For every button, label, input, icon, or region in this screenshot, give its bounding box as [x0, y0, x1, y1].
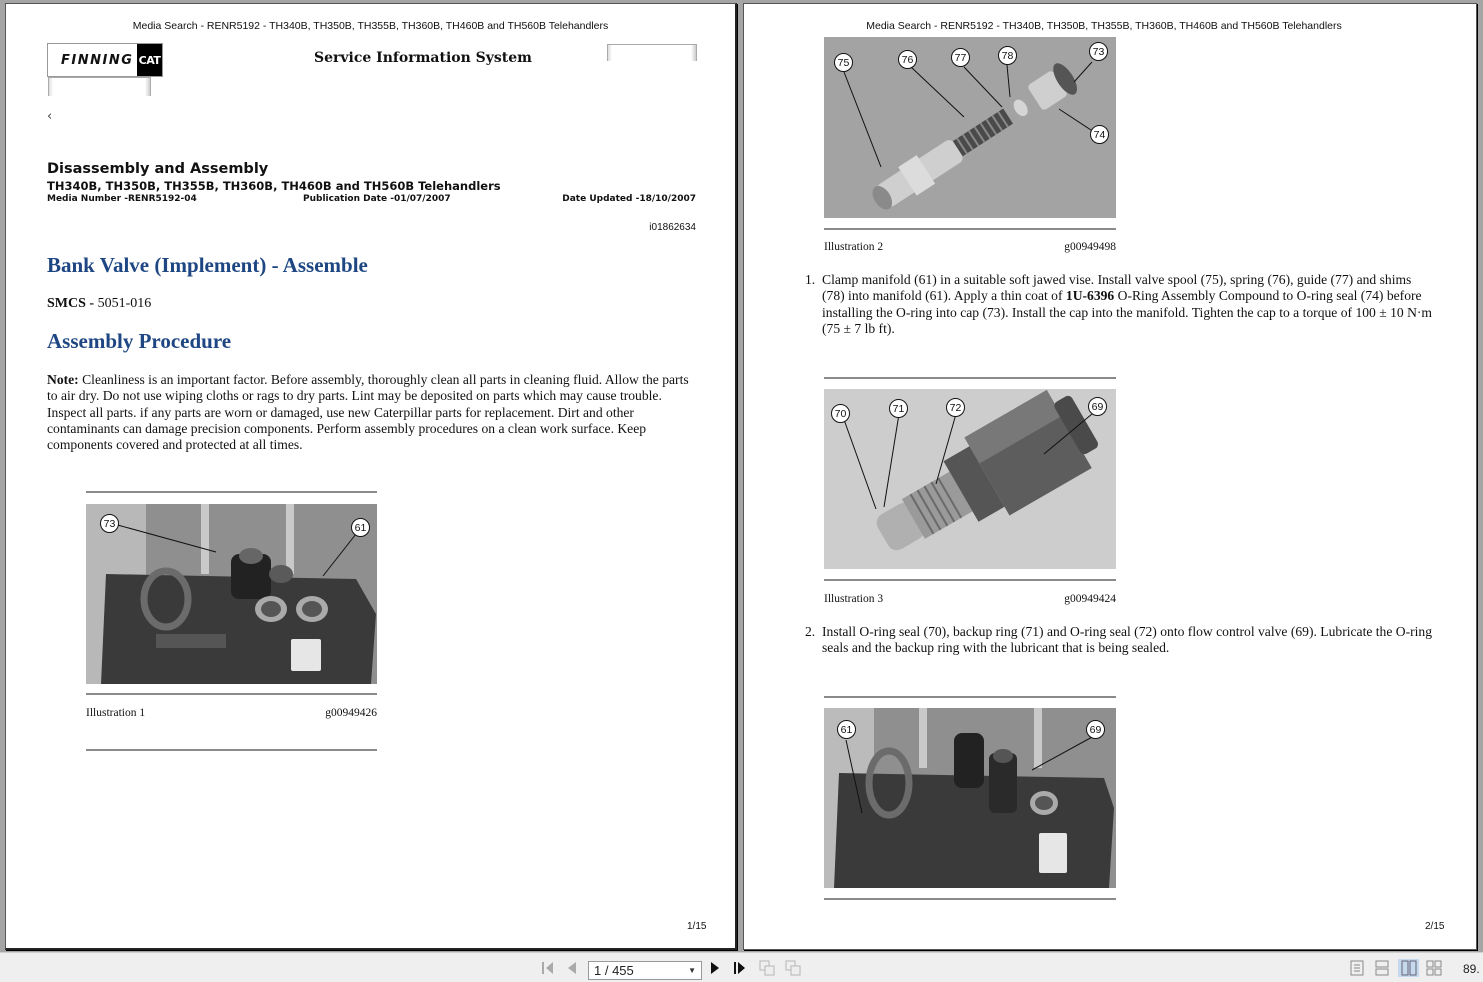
step-text: Install O-ring seal (70), backup ring (71) and O-ring seal (72) onto flow control valve (69). Lubricate the O-ring seals and the backup ring with the lubricant that is being sealed. — [822, 624, 1433, 656]
running-head: Media Search - RENR5192 - TH340B, TH350B, TH355B, TH360B, TH460B and TH560B Telehandlers — [132, 20, 609, 32]
previous-view-icon — [759, 960, 775, 976]
callout-71: 71 — [889, 399, 908, 418]
step-text: O-Ring Assembly Compound to O-ring seal (74) before installing the O-ring into cap (73). Install the cap into the manifold. Tighten the cap to a torque of 100 ± 10 N·m (75 ± 7 lb ft). — [822, 288, 1432, 336]
next-view-button[interactable] — [784, 959, 802, 977]
callout-75: 75 — [834, 53, 853, 72]
page-number-value: 1 / 455 — [594, 963, 634, 978]
chevron-down-icon[interactable]: ▼ — [688, 966, 696, 975]
page-number-field[interactable] — [588, 961, 702, 980]
smcs-code — [47, 296, 151, 312]
flow-control-valve-photo — [824, 389, 1116, 569]
illustration-rule — [86, 749, 377, 751]
first-page-icon — [541, 961, 555, 975]
page-1 — [5, 3, 737, 950]
caption-graphic-id: g00949424 — [1064, 593, 1116, 605]
illustration-4-photo — [824, 708, 1116, 888]
caption-label: Illustration 2 — [824, 241, 884, 253]
step-text: Clamp manifold (61) in a suitable soft jawed vise. Install valve spool (75), spring (76), guide (77) and shims (78) into manifold (61). Apply a thin coat of — [822, 272, 1412, 304]
illustration-2-photo — [824, 37, 1116, 218]
back-arrow-icon[interactable]: ‹ — [47, 109, 53, 124]
system-title: Service Information System — [314, 50, 532, 66]
callout-73: 73 — [100, 514, 119, 533]
previous-page-icon — [566, 961, 578, 975]
pdf-navigation-toolbar — [0, 952, 1483, 982]
view-continuous-facing-button[interactable] — [1425, 959, 1443, 977]
finning-wordmark: FINNING — [61, 52, 134, 68]
doc-id: i01862634 — [649, 222, 696, 233]
next-page-icon — [709, 961, 721, 975]
valve-spool-photo — [824, 37, 1116, 218]
step-number: 2. — [805, 624, 816, 639]
caption-graphic-id: g00949426 — [325, 707, 377, 719]
callout-73: 73 — [1089, 42, 1108, 61]
illustration-rule — [824, 377, 1116, 379]
illustration-rule — [824, 579, 1116, 581]
header-blank-field-right — [607, 44, 697, 61]
illustration-rule — [824, 696, 1116, 698]
last-page-icon — [733, 961, 747, 975]
view-facing-button[interactable] — [1398, 959, 1419, 977]
illustration-rule — [86, 693, 377, 695]
previous-view-button[interactable] — [758, 959, 776, 977]
callout-78: 78 — [998, 46, 1017, 65]
note-text: Cleanliness is an important factor. Before assembly, thoroughly clean all parts in cleaning fluid. Allow the parts to air dry. Do not use wiping cloths or rags to dry parts. Lint may be deposited on parts which may cause trouble. Inspect all parts. if any parts are worn or damaged, use new Caterpillar parts for replacement. Dirt and other contaminants can damage precision components. Perform assembly procedures on a clean work surface. Keep components covered and protected at all times. — [47, 372, 689, 453]
doc-title: Disassembly and Assembly — [47, 161, 269, 177]
publication-date: Publication Date -01/07/2007 — [303, 194, 451, 204]
facing-pages-icon — [1401, 960, 1417, 976]
continuous-page-icon — [1375, 960, 1389, 976]
step-1 — [805, 272, 1437, 337]
illustration-3-caption — [824, 593, 1116, 605]
section-title: Bank Valve (Implement) - Assemble — [47, 253, 368, 277]
callout-61: 61 — [837, 720, 856, 739]
callout-70: 70 — [831, 404, 850, 423]
page-2 — [743, 3, 1477, 950]
step-number: 1. — [805, 272, 816, 287]
callout-72: 72 — [946, 398, 965, 417]
smcs-value: 5051-016 — [94, 296, 152, 311]
continuous-facing-icon — [1426, 960, 1442, 976]
doc-models: TH340B, TH350B, TH355B, TH360B, TH460B and TH560B Telehandlers — [47, 179, 501, 193]
zoom-level-field[interactable]: 89. — [1463, 962, 1480, 976]
callout-76: 76 — [898, 50, 917, 69]
page-number: 1/15 — [687, 921, 707, 932]
cat-logo-mark: CAT — [137, 44, 162, 76]
cleanliness-note — [47, 372, 699, 453]
previous-page-button[interactable] — [565, 959, 579, 977]
media-number: Media Number -RENR5192-04 — [47, 194, 197, 204]
bank-valve-installed-photo — [824, 708, 1116, 888]
valve-manifold-photo — [86, 504, 377, 684]
note-label: Note: — [47, 372, 79, 387]
step-2 — [805, 624, 1437, 657]
smcs-label: SMCS - — [47, 296, 95, 311]
illustration-rule — [824, 898, 1116, 900]
part-number: 1U-6396 — [1065, 288, 1115, 304]
view-single-page-button[interactable] — [1348, 959, 1366, 977]
page-number: 2/15 — [1425, 921, 1445, 932]
callout-77: 77 — [951, 48, 970, 67]
header-blank-field-left — [48, 77, 151, 96]
illustration-1-photo — [86, 504, 377, 684]
last-page-button[interactable] — [732, 959, 748, 977]
first-page-button[interactable] — [540, 959, 556, 977]
illustration-1-caption — [86, 707, 377, 719]
finning-cat-logo — [47, 43, 163, 77]
callout-69: 69 — [1088, 397, 1107, 416]
caption-label: Illustration 1 — [86, 707, 146, 719]
single-page-icon — [1350, 960, 1364, 976]
running-head: Media Search - RENR5192 - TH340B, TH350B, TH355B, TH360B, TH460B and TH560B Telehandlers — [866, 20, 1342, 32]
callout-69: 69 — [1086, 720, 1105, 739]
caption-label: Illustration 3 — [824, 593, 884, 605]
callout-61: 61 — [351, 518, 370, 537]
subsection-title: Assembly Procedure — [47, 329, 232, 353]
next-page-button[interactable] — [708, 959, 722, 977]
caption-graphic-id: g00949498 — [1064, 241, 1116, 253]
view-continuous-button[interactable] — [1373, 959, 1391, 977]
illustration-2-caption — [824, 241, 1116, 253]
illustration-rule — [86, 491, 377, 493]
next-view-icon — [785, 960, 801, 976]
date-updated: Date Updated -18/10/2007 — [562, 194, 696, 204]
illustration-rule — [824, 228, 1116, 230]
callout-74: 74 — [1090, 125, 1109, 144]
illustration-3-photo — [824, 389, 1116, 569]
